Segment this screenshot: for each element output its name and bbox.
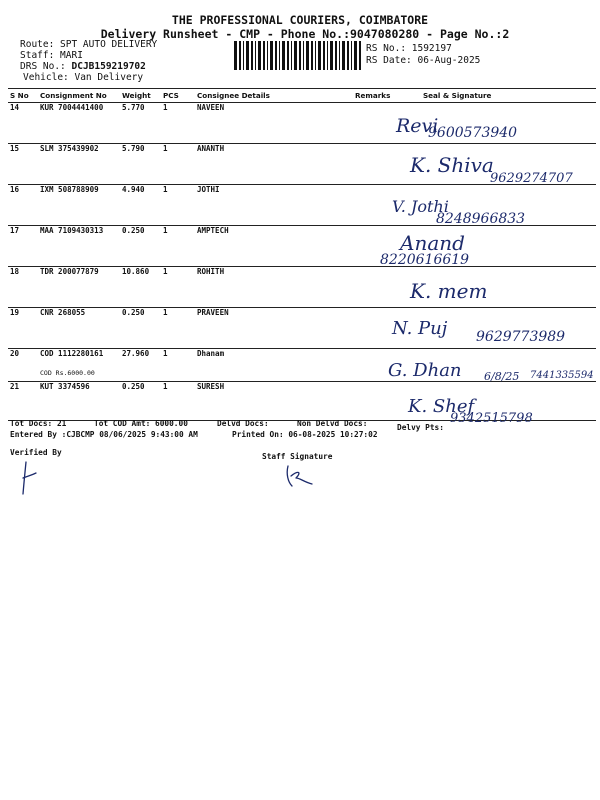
hw-phone: 8248966833 bbox=[436, 211, 526, 226]
row-consignee: ROHITH bbox=[195, 267, 353, 308]
hw-name: Revi bbox=[396, 115, 439, 137]
drs-label: DRS No.: bbox=[20, 61, 66, 72]
row-pcs: 1 bbox=[161, 103, 195, 144]
handwritten-signature-5 bbox=[380, 272, 600, 308]
handwritten-signature-2 bbox=[380, 148, 600, 184]
row-consignment: KUR 7004441400 bbox=[38, 103, 120, 144]
entered-by: Entered By :CJBCMP 08/06/2025 9:43:00 AM bbox=[10, 430, 198, 439]
delivery-points: Delvy Pts: bbox=[397, 423, 444, 432]
handwritten-signature-3 bbox=[380, 190, 600, 226]
row-sno: 14 bbox=[8, 103, 38, 144]
row-sno: 18 bbox=[8, 267, 38, 308]
row-weight: 0.250 bbox=[120, 226, 161, 267]
row-consignment: IXM 508788909 bbox=[38, 185, 120, 226]
handwritten-signature-7 bbox=[380, 352, 600, 388]
printed-on: Printed On: 06-08-2025 10:27:02 bbox=[232, 430, 378, 439]
row-weight: 27.960 bbox=[120, 349, 161, 382]
vehicle-info: Vehicle: Van Delivery bbox=[23, 72, 144, 83]
row-sno: 19 bbox=[8, 308, 38, 349]
hw-name: K. Shiva bbox=[410, 153, 494, 177]
row-weight: 0.250 bbox=[120, 308, 161, 349]
hw-name: K. mem bbox=[410, 279, 488, 303]
row-consignment: TDR 200077879 bbox=[38, 267, 120, 308]
total-cod-amount: Tot COD Amt: 6000.00 bbox=[94, 419, 188, 428]
hw-phone: 9629274707 bbox=[490, 171, 573, 184]
row-weight: 5.770 bbox=[120, 103, 161, 144]
hw-name: Anand bbox=[400, 231, 465, 255]
hw-name: V. Jothi bbox=[392, 197, 449, 216]
col-consignee: Consignee Details bbox=[195, 89, 353, 103]
row-pcs: 1 bbox=[161, 267, 195, 308]
hw-name: G. Dhan bbox=[388, 360, 462, 381]
hw-phone: 9629773989 bbox=[476, 329, 566, 345]
non-delivered-docs: Non Delvd Docs: bbox=[297, 419, 368, 428]
row-consignee: PRAVEEN bbox=[195, 308, 353, 349]
row-weight: 4.940 bbox=[120, 185, 161, 226]
row-consignment bbox=[38, 349, 120, 382]
handwritten-signature-4 bbox=[380, 230, 600, 266]
staff-signature-label: Staff Signature bbox=[262, 452, 333, 461]
col-remarks: Remarks bbox=[353, 89, 409, 103]
row-consignee: ANANTH bbox=[195, 144, 353, 185]
hw-phone: 9600573940 bbox=[428, 125, 518, 141]
row-consignee: SURESH bbox=[195, 382, 353, 421]
row-pcs: 1 bbox=[161, 308, 195, 349]
hw-name: K. Shef bbox=[408, 396, 475, 417]
col-consignment: Consignment No bbox=[38, 89, 120, 103]
row-pcs: 1 bbox=[161, 185, 195, 226]
hw-phone: 7441335594 bbox=[530, 370, 594, 381]
rs-date: RS Date: 06-Aug-2025 bbox=[366, 55, 481, 66]
row-consignment: KUT 3374596 bbox=[38, 382, 120, 421]
company-name: THE PROFESSIONAL COURIERS, COIMBATORE bbox=[171, 13, 429, 27]
route-info: Route: SPT AUTO DELIVERY bbox=[20, 39, 158, 50]
rs-number: RS No.: 1592197 bbox=[366, 43, 452, 54]
staff-signature bbox=[282, 460, 318, 490]
row-pcs: 1 bbox=[161, 349, 195, 382]
row-pcs: 1 bbox=[161, 144, 195, 185]
verified-signature bbox=[14, 458, 44, 496]
row-consignee: JOTHI bbox=[195, 185, 353, 226]
drs-info bbox=[20, 61, 146, 72]
runsheet-title: Delivery Runsheet - CMP - Phone No.:9047080280 - Page No.:2 bbox=[100, 27, 510, 41]
row-pcs: 1 bbox=[161, 226, 195, 267]
row-consignee: NAVEEN bbox=[195, 103, 353, 144]
row-sno: 20 bbox=[8, 349, 38, 382]
row-sno: 21 bbox=[8, 382, 38, 421]
col-sno: S No bbox=[8, 89, 38, 103]
staff-info: Staff: MARI bbox=[20, 50, 83, 61]
row-sno: 16 bbox=[8, 185, 38, 226]
cod-amount-note: COD Rs.6000.00 bbox=[40, 369, 95, 377]
row-sno: 15 bbox=[8, 144, 38, 185]
row-consignee: Dhanam bbox=[195, 349, 353, 382]
col-weight: Weight bbox=[120, 89, 161, 103]
col-pcs: PCS bbox=[161, 89, 195, 103]
table-header-row bbox=[8, 89, 596, 103]
drs-value: DCJB159219702 bbox=[71, 61, 146, 72]
row-weight: 5.790 bbox=[120, 144, 161, 185]
hw-date: 6/8/25 bbox=[484, 370, 520, 383]
row-consignment-no: COD 1112280161 bbox=[40, 349, 104, 358]
handwritten-signature-6 bbox=[380, 312, 600, 348]
hw-phone: 9342515798 bbox=[450, 411, 533, 424]
verified-by-label: Verified By bbox=[10, 448, 62, 457]
total-docs: Tot Docs: 21 bbox=[10, 419, 67, 428]
hw-phone: 8220616619 bbox=[380, 252, 470, 266]
row-consignment: MAA 7109430313 bbox=[38, 226, 120, 267]
handwritten-signature-8 bbox=[380, 388, 600, 424]
row-consignment: SLM 375439902 bbox=[38, 144, 120, 185]
row-sno: 17 bbox=[8, 226, 38, 267]
row-weight: 0.250 bbox=[120, 382, 161, 421]
row-weight: 10.860 bbox=[120, 267, 161, 308]
hw-name: N. Puj bbox=[392, 318, 448, 339]
barcode bbox=[234, 41, 362, 70]
col-seal: Seal & Signature bbox=[409, 89, 596, 103]
row-consignee: AMPTECH bbox=[195, 226, 353, 267]
row-consignment: CNR 268055 bbox=[38, 308, 120, 349]
delivered-docs: Delvd Docs: bbox=[217, 419, 269, 428]
row-pcs: 1 bbox=[161, 382, 195, 421]
handwritten-signature-1 bbox=[380, 110, 600, 146]
